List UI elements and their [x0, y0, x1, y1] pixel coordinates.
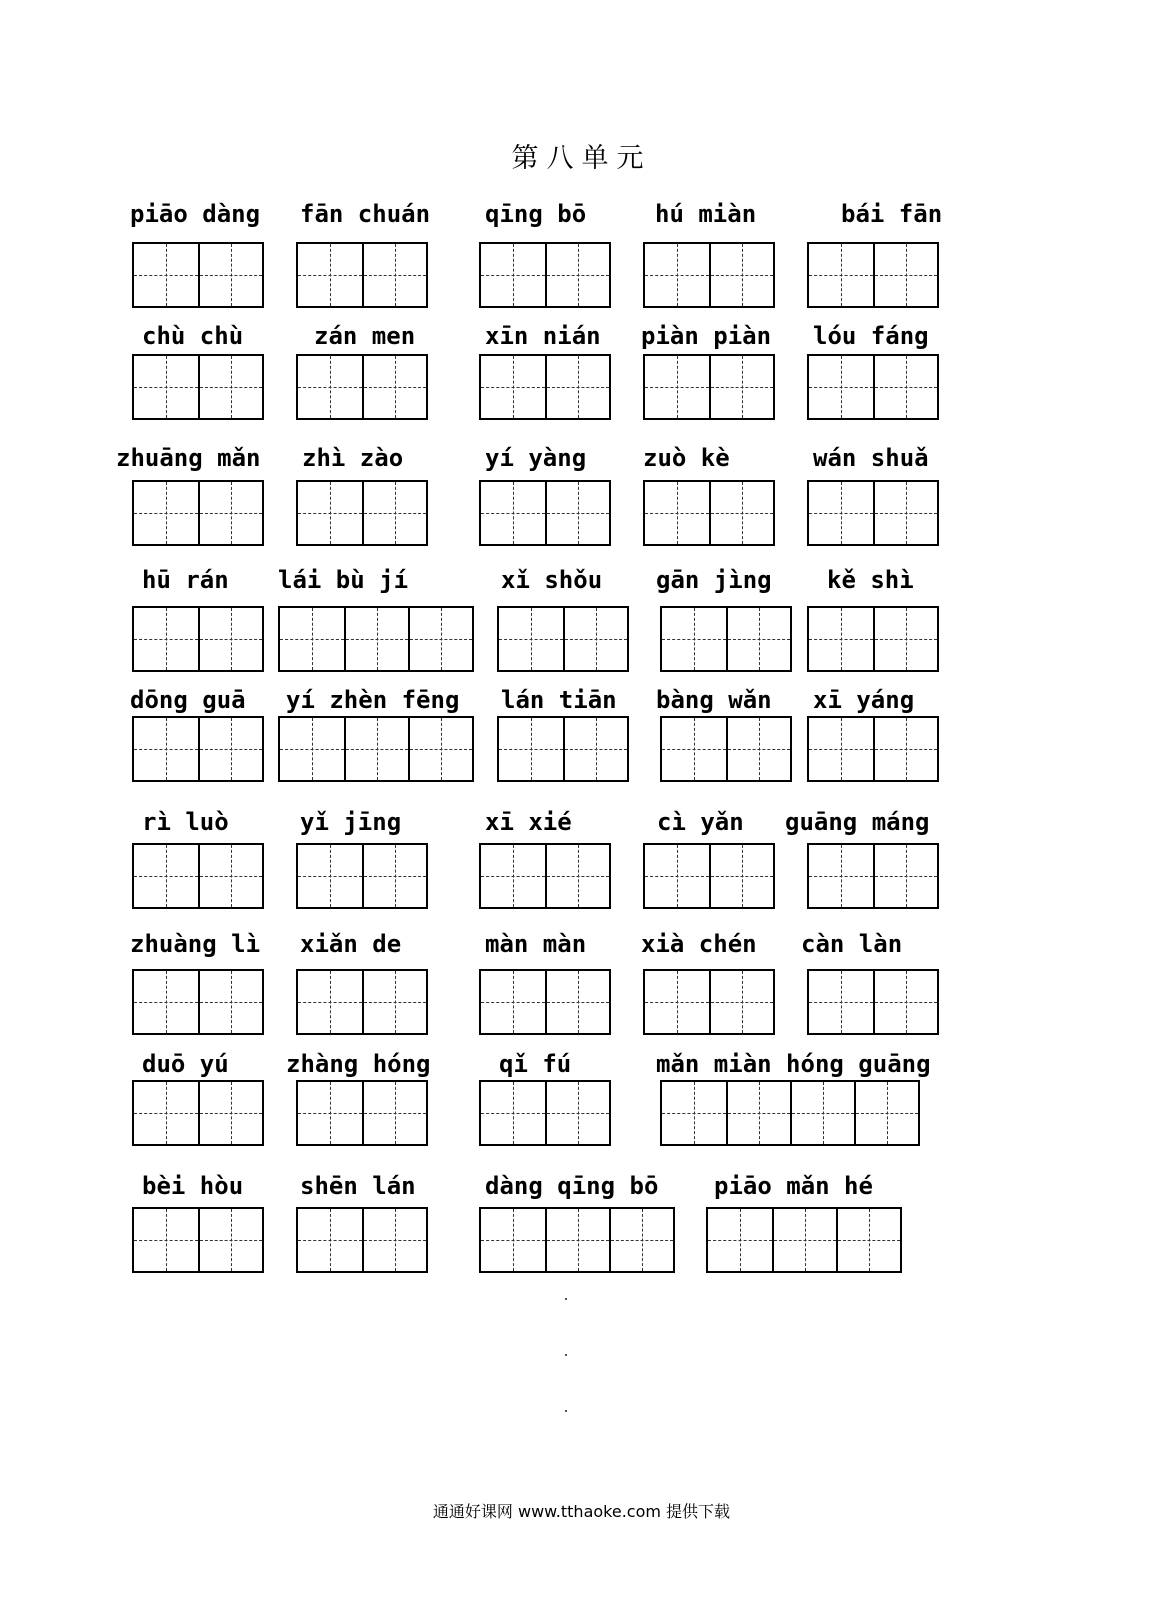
- writing-cell[interactable]: [645, 971, 709, 1033]
- writing-cell[interactable]: [873, 718, 937, 780]
- pinyin-label: rì luò: [142, 808, 229, 836]
- writing-cell[interactable]: [708, 1209, 772, 1271]
- writing-cell[interactable]: [298, 482, 362, 544]
- writing-cell[interactable]: [809, 718, 873, 780]
- character-grid[interactable]: [132, 1207, 264, 1273]
- writing-cell[interactable]: [563, 608, 627, 670]
- writing-cell[interactable]: [408, 608, 472, 670]
- writing-cell[interactable]: [298, 1209, 362, 1271]
- writing-cell[interactable]: [481, 845, 545, 907]
- writing-cell[interactable]: [873, 845, 937, 907]
- pinyin-label: bèi hòu: [142, 1172, 244, 1200]
- writing-cell[interactable]: [873, 971, 937, 1033]
- character-grid[interactable]: [132, 480, 264, 546]
- writing-cell[interactable]: [662, 1082, 726, 1144]
- writing-cell[interactable]: [362, 356, 426, 418]
- footer-text: 通通好课网 www.tthaoke.com 提供下载: [432, 1502, 731, 1521]
- writing-cell[interactable]: [809, 608, 873, 670]
- character-grid[interactable]: [497, 716, 629, 782]
- writing-cell[interactable]: [662, 608, 726, 670]
- pinyin-label: chù chù: [142, 322, 244, 350]
- page-title: 第八单元: [511, 143, 652, 174]
- writing-cell[interactable]: [545, 1082, 609, 1144]
- character-grid[interactable]: [479, 1207, 675, 1273]
- writing-cell[interactable]: [726, 1082, 790, 1144]
- writing-cell[interactable]: [280, 608, 344, 670]
- writing-cell[interactable]: [772, 1209, 836, 1271]
- character-grid[interactable]: [296, 354, 428, 420]
- writing-cell[interactable]: [362, 1082, 426, 1144]
- writing-cell[interactable]: [545, 1209, 609, 1271]
- character-grid[interactable]: [807, 843, 939, 909]
- character-grid[interactable]: [296, 480, 428, 546]
- character-grid[interactable]: [479, 242, 611, 308]
- writing-cell[interactable]: [873, 244, 937, 306]
- pinyin-label: yí yàng: [485, 444, 587, 472]
- pinyin-label: bàng wǎn: [656, 686, 772, 714]
- character-grid[interactable]: [706, 1207, 902, 1273]
- writing-cell[interactable]: [481, 356, 545, 418]
- writing-cell[interactable]: [836, 1209, 900, 1271]
- writing-cell[interactable]: [134, 244, 198, 306]
- writing-cell[interactable]: [198, 971, 262, 1033]
- writing-cell[interactable]: [726, 608, 790, 670]
- character-grid[interactable]: [132, 242, 264, 308]
- writing-cell[interactable]: [709, 482, 773, 544]
- writing-cell[interactable]: [198, 1082, 262, 1144]
- character-grid[interactable]: [479, 1080, 611, 1146]
- writing-cell[interactable]: [709, 244, 773, 306]
- writing-cell[interactable]: [545, 356, 609, 418]
- pinyin-label: xī yáng: [813, 686, 915, 714]
- character-grid[interactable]: [296, 1080, 428, 1146]
- writing-cell[interactable]: [198, 718, 262, 780]
- writing-cell[interactable]: [198, 244, 262, 306]
- writing-cell[interactable]: [563, 718, 627, 780]
- character-grid[interactable]: [479, 480, 611, 546]
- pinyin-label: xǐ shǒu: [501, 566, 603, 594]
- writing-cell[interactable]: [873, 608, 937, 670]
- pinyin-label: zhuāng mǎn: [116, 444, 261, 472]
- pinyin-label: xià chén: [641, 930, 757, 958]
- character-grid[interactable]: [479, 354, 611, 420]
- pinyin-label: duō yú: [142, 1050, 229, 1078]
- writing-cell[interactable]: [362, 1209, 426, 1271]
- writing-cell[interactable]: [344, 718, 408, 780]
- writing-cell[interactable]: [362, 244, 426, 306]
- character-grid[interactable]: [807, 716, 939, 782]
- decorative-dot: [565, 1354, 567, 1356]
- character-grid[interactable]: [807, 242, 939, 308]
- character-grid[interactable]: [660, 716, 792, 782]
- pinyin-label: màn màn: [485, 930, 587, 958]
- writing-cell[interactable]: [198, 356, 262, 418]
- character-grid[interactable]: [132, 969, 264, 1035]
- character-grid[interactable]: [278, 606, 474, 672]
- writing-cell[interactable]: [481, 244, 545, 306]
- writing-cell[interactable]: [481, 971, 545, 1033]
- pinyin-label: guāng máng: [785, 808, 930, 836]
- pinyin-label: bái fān: [841, 200, 943, 228]
- writing-cell[interactable]: [362, 971, 426, 1033]
- writing-cell[interactable]: [873, 356, 937, 418]
- pinyin-label: xī xié: [485, 808, 572, 836]
- character-grid[interactable]: [807, 354, 939, 420]
- pinyin-label: dōng guā: [130, 686, 246, 714]
- character-grid[interactable]: [296, 1207, 428, 1273]
- writing-cell[interactable]: [709, 845, 773, 907]
- character-grid[interactable]: [807, 480, 939, 546]
- pinyin-label: lán tiān: [501, 686, 617, 714]
- writing-cell[interactable]: [499, 608, 563, 670]
- writing-cell[interactable]: [134, 718, 198, 780]
- pinyin-label: shēn lán: [300, 1172, 416, 1200]
- writing-cell[interactable]: [298, 971, 362, 1033]
- pinyin-label: xīn nián: [485, 322, 601, 350]
- writing-cell[interactable]: [134, 482, 198, 544]
- character-grid[interactable]: [132, 354, 264, 420]
- character-grid[interactable]: [643, 242, 775, 308]
- writing-cell[interactable]: [645, 356, 709, 418]
- character-grid[interactable]: [296, 843, 428, 909]
- writing-cell[interactable]: [481, 1082, 545, 1144]
- writing-cell[interactable]: [873, 482, 937, 544]
- writing-cell[interactable]: [198, 845, 262, 907]
- character-grid[interactable]: [132, 843, 264, 909]
- pinyin-label: qǐ fú: [499, 1050, 572, 1078]
- writing-cell[interactable]: [408, 718, 472, 780]
- writing-cell[interactable]: [809, 482, 873, 544]
- character-grid[interactable]: [497, 606, 629, 672]
- writing-cell[interactable]: [362, 482, 426, 544]
- pinyin-label: yí zhèn fēng: [286, 686, 460, 714]
- writing-cell[interactable]: [809, 971, 873, 1033]
- pinyin-label: zhàng hóng: [286, 1050, 431, 1078]
- writing-cell[interactable]: [198, 1209, 262, 1271]
- decorative-dot: [565, 1410, 567, 1412]
- pinyin-label: piāo dàng: [130, 200, 261, 228]
- writing-cell[interactable]: [609, 1209, 673, 1271]
- character-grid[interactable]: [132, 606, 264, 672]
- pinyin-label: piàn piàn: [641, 322, 772, 350]
- writing-cell[interactable]: [362, 845, 426, 907]
- writing-cell[interactable]: [134, 845, 198, 907]
- writing-cell[interactable]: [198, 482, 262, 544]
- writing-cell[interactable]: [545, 244, 609, 306]
- pinyin-label: zhuàng lì: [130, 930, 261, 958]
- pinyin-label: gān jìng: [656, 566, 772, 594]
- writing-cell[interactable]: [645, 845, 709, 907]
- character-grid[interactable]: [479, 843, 611, 909]
- writing-cell[interactable]: [481, 482, 545, 544]
- writing-cell[interactable]: [854, 1082, 918, 1144]
- writing-cell[interactable]: [809, 845, 873, 907]
- writing-cell[interactable]: [134, 608, 198, 670]
- writing-cell[interactable]: [545, 971, 609, 1033]
- pinyin-label: yǐ jīng: [300, 808, 402, 836]
- pinyin-label: cì yǎn: [657, 808, 744, 836]
- character-grid[interactable]: [296, 969, 428, 1035]
- pinyin-label: lái bù jí: [278, 566, 409, 594]
- writing-cell[interactable]: [726, 718, 790, 780]
- character-grid[interactable]: [643, 969, 775, 1035]
- pinyin-label: càn làn: [801, 930, 903, 958]
- writing-cell[interactable]: [134, 356, 198, 418]
- writing-cell[interactable]: [545, 482, 609, 544]
- pinyin-label: qīng bō: [485, 200, 587, 228]
- writing-cell[interactable]: [481, 1209, 545, 1271]
- pinyin-label: wán shuǎ: [813, 444, 929, 472]
- pinyin-label: piāo mǎn hé: [714, 1172, 873, 1200]
- writing-cell[interactable]: [499, 718, 563, 780]
- pinyin-label: hú miàn: [655, 200, 757, 228]
- character-grid[interactable]: [132, 1080, 264, 1146]
- writing-cell[interactable]: [298, 356, 362, 418]
- character-grid[interactable]: [643, 843, 775, 909]
- writing-cell[interactable]: [198, 608, 262, 670]
- character-grid[interactable]: [660, 1080, 920, 1146]
- writing-cell[interactable]: [298, 1082, 362, 1144]
- pinyin-label: lóu fáng: [813, 322, 929, 350]
- pinyin-label: fān chuán: [300, 200, 431, 228]
- character-grid[interactable]: [807, 969, 939, 1035]
- writing-cell[interactable]: [662, 718, 726, 780]
- character-grid[interactable]: [660, 606, 792, 672]
- pinyin-label: xiǎn de: [300, 930, 402, 958]
- writing-cell[interactable]: [790, 1082, 854, 1144]
- pinyin-label: mǎn miàn hóng guāng: [656, 1050, 931, 1078]
- writing-cell[interactable]: [134, 971, 198, 1033]
- pinyin-label: zhì zào: [302, 444, 404, 472]
- character-grid[interactable]: [132, 716, 264, 782]
- pinyin-label: zuò kè: [643, 444, 730, 472]
- character-grid[interactable]: [278, 716, 474, 782]
- writing-cell[interactable]: [344, 608, 408, 670]
- pinyin-label: kě shì: [827, 566, 914, 594]
- writing-cell[interactable]: [809, 244, 873, 306]
- character-grid[interactable]: [296, 242, 428, 308]
- character-grid[interactable]: [643, 480, 775, 546]
- writing-cell[interactable]: [280, 718, 344, 780]
- writing-cell[interactable]: [709, 971, 773, 1033]
- writing-cell[interactable]: [709, 356, 773, 418]
- writing-cell[interactable]: [134, 1209, 198, 1271]
- writing-cell[interactable]: [298, 244, 362, 306]
- writing-cell[interactable]: [545, 845, 609, 907]
- pinyin-label: dàng qīng bō: [485, 1172, 659, 1200]
- writing-cell[interactable]: [645, 244, 709, 306]
- writing-cell[interactable]: [645, 482, 709, 544]
- character-grid[interactable]: [807, 606, 939, 672]
- pinyin-label: zán men: [314, 322, 416, 350]
- pinyin-label: hū rán: [142, 566, 229, 594]
- decorative-dot: [565, 1298, 567, 1300]
- writing-cell[interactable]: [134, 1082, 198, 1144]
- writing-cell[interactable]: [298, 845, 362, 907]
- character-grid[interactable]: [479, 969, 611, 1035]
- writing-cell[interactable]: [809, 356, 873, 418]
- character-grid[interactable]: [643, 354, 775, 420]
